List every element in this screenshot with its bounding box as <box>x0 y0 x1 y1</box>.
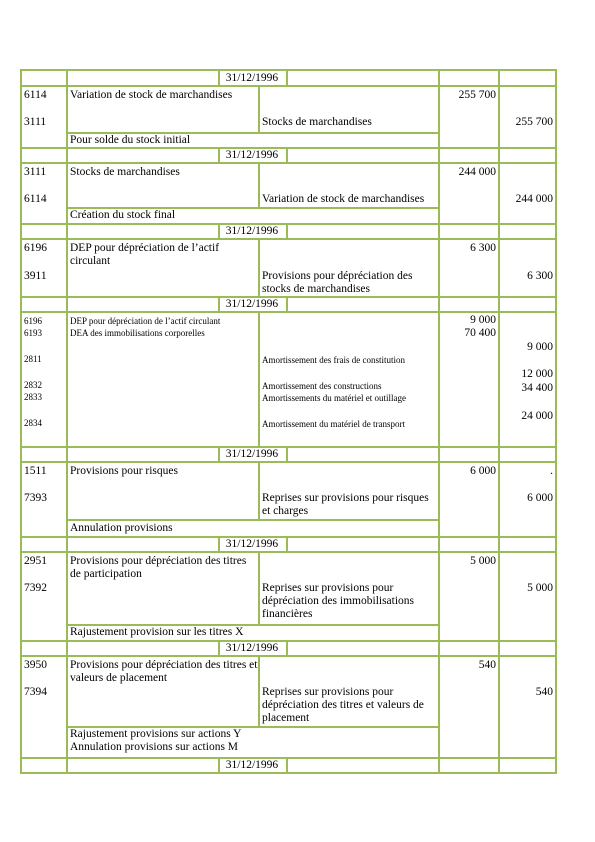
entry-date: 31/12/1996 <box>225 448 279 460</box>
rule <box>20 69 557 71</box>
credit-account-label: Reprises sur provisions pour risques et charges <box>262 492 429 517</box>
account-number: 6114 <box>24 193 47 205</box>
credit-amount: 34 400 <box>521 382 553 394</box>
debit-amount: 6 300 <box>470 242 496 254</box>
account-number: 1511 <box>24 465 47 477</box>
account-number: 7393 <box>24 492 47 504</box>
rule <box>20 238 557 240</box>
entry-date: 31/12/1996 <box>225 225 279 237</box>
rule <box>20 162 557 164</box>
rule <box>20 296 557 298</box>
credit-account-label: Amortissement du matériel de transport <box>262 419 405 429</box>
credit-amount: 9 000 <box>527 341 553 353</box>
credit-amount: 6 000 <box>527 492 553 504</box>
credit-amount: 255 700 <box>515 116 553 128</box>
debit-amount: 5 000 <box>470 555 496 567</box>
account-number: 2833 <box>24 392 42 402</box>
account-number: 2811 <box>24 354 42 364</box>
rule <box>20 147 557 149</box>
entry-date: 31/12/1996 <box>225 149 279 161</box>
debit-account-label: Provisions pour risques <box>70 465 178 477</box>
account-number: 3111 <box>24 166 47 178</box>
rule <box>20 85 557 87</box>
credit-account-label: Reprises sur provisions pour dépréciation des immobilisations financières <box>262 582 415 620</box>
entry-narrative: Pour solde du stock initial <box>70 134 191 146</box>
rule <box>20 655 557 657</box>
entry-date: 31/12/1996 <box>225 72 279 84</box>
account-number: 2951 <box>24 555 47 567</box>
debit-account-label: Provisions pour dépréciation des titres de participation <box>70 555 247 580</box>
debit-amount: 540 <box>478 659 496 671</box>
credit-amount: 244 000 <box>515 193 553 205</box>
debit-account-label: DEA des immobilisations corporelles <box>70 328 205 338</box>
entry-date: 31/12/1996 <box>225 759 279 771</box>
rule <box>286 536 288 551</box>
credit-account-label: Amortissement des constructions <box>262 381 382 391</box>
rule <box>20 223 557 225</box>
debit-amount: 6 000 <box>470 465 496 477</box>
account-number: 3950 <box>24 659 47 671</box>
debit-account-label: Stocks de marchandises <box>70 166 180 178</box>
credit-account-label: Variation de stock de marchandises <box>262 193 425 205</box>
debit-amount: 9 000 <box>470 314 496 326</box>
account-number: 6193 <box>24 328 42 338</box>
account-number: 7394 <box>24 686 47 698</box>
rule <box>20 640 557 642</box>
entry-narrative: Annulation provisions sur actions M <box>70 741 239 753</box>
entry-narrative: Rajustement provision sur les titres X <box>70 626 244 638</box>
credit-account-label: Provisions pour dépréciation des stocks de marchandises <box>262 270 413 295</box>
rule <box>258 461 260 520</box>
rule <box>258 311 260 446</box>
debit-account-label: Provisions pour dépréciation des titres et valeurs de placement <box>70 659 258 684</box>
rule <box>258 551 260 625</box>
rule <box>20 69 22 774</box>
account-number: 3111 <box>24 116 47 128</box>
rule <box>286 640 288 655</box>
rule <box>286 757 288 772</box>
entry-date: 31/12/1996 <box>225 538 279 550</box>
entry-narrative: Création du stock final <box>70 209 176 221</box>
account-number: 6196 <box>24 242 47 254</box>
rule <box>258 238 260 296</box>
rule <box>286 147 288 162</box>
account-number: 6196 <box>24 316 42 326</box>
rule <box>20 446 557 448</box>
rule <box>20 757 557 759</box>
credit-account-label: Stocks de marchandises <box>262 116 372 128</box>
credit-account-label: Amortissements du matériel et outillage <box>262 393 406 403</box>
credit-amount: 12 000 <box>521 368 553 380</box>
rule <box>66 69 68 774</box>
credit-amount: . <box>550 465 553 477</box>
rule <box>286 296 288 311</box>
rule <box>20 536 557 538</box>
account-number: 7392 <box>24 582 47 594</box>
entry-date: 31/12/1996 <box>225 642 279 654</box>
account-number: 2832 <box>24 380 42 390</box>
account-number: 2834 <box>24 418 42 428</box>
debit-amount: 70 400 <box>464 327 496 339</box>
rule <box>286 223 288 238</box>
credit-amount: 5 000 <box>527 582 553 594</box>
rule <box>20 461 557 463</box>
debit-account-label: DEP pour dépréciation de l’actif circulant <box>70 316 221 326</box>
debit-account-label: Variation de stock de marchandises <box>70 89 233 101</box>
journal-ledger-table <box>20 69 557 774</box>
account-number: 6114 <box>24 89 47 101</box>
rule <box>258 655 260 726</box>
rule <box>20 311 557 313</box>
rule <box>20 551 557 553</box>
account-number: 3911 <box>24 270 47 282</box>
rule <box>66 519 440 521</box>
entry-narrative: Annulation provisions <box>70 522 173 534</box>
entry-narrative: Rajustement provisions sur actions Y <box>70 728 242 740</box>
rule <box>555 69 557 774</box>
rule <box>20 772 557 774</box>
credit-account-label: Reprises sur provisions pour dépréciation des titres et valeurs de placement <box>262 686 424 724</box>
debit-account-label: DEP pour dépréciation de l’actif circulant <box>70 242 220 267</box>
credit-account-label: Amortissement des frais de constitution <box>262 355 405 365</box>
rule <box>258 85 260 133</box>
rule <box>258 162 260 208</box>
credit-amount: 540 <box>535 686 553 698</box>
credit-amount: 6 300 <box>527 270 553 282</box>
entry-date: 31/12/1996 <box>225 298 279 310</box>
debit-amount: 255 700 <box>458 89 496 101</box>
rule <box>286 446 288 461</box>
credit-amount: 24 000 <box>521 410 553 422</box>
debit-amount: 244 000 <box>458 166 496 178</box>
